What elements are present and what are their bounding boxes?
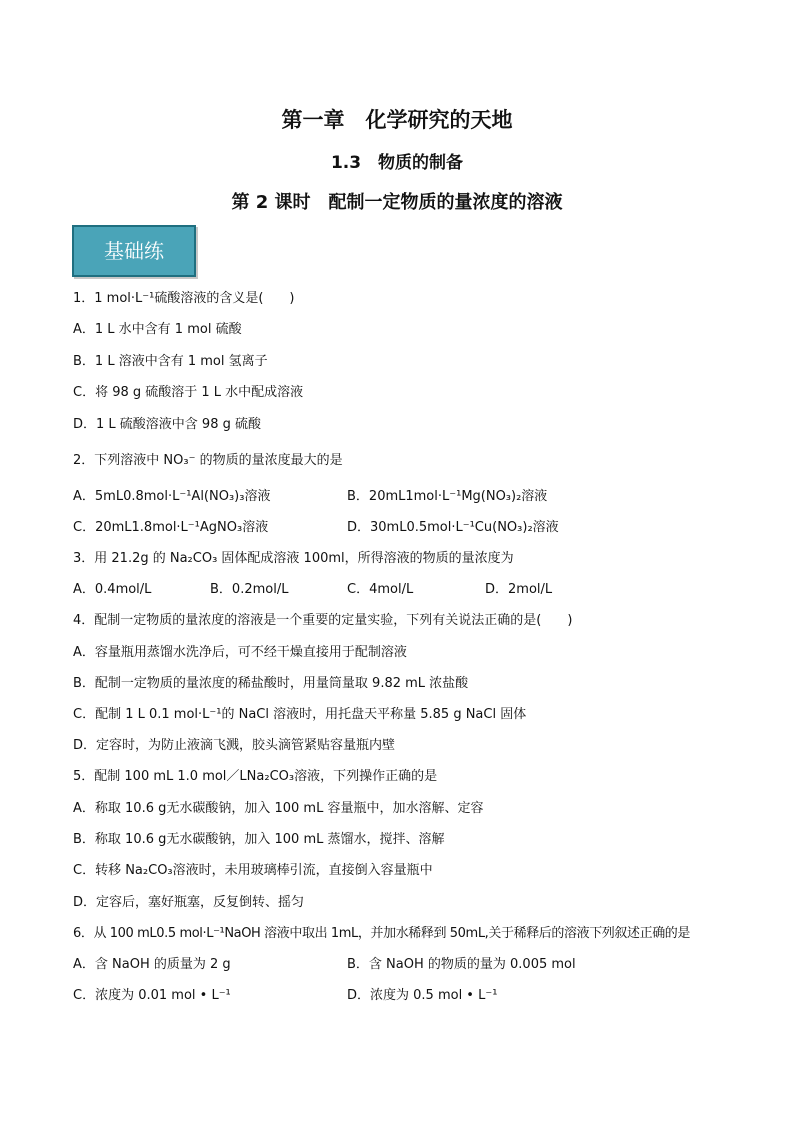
question-6-option-b: B．含 NaOH 的物质的量为 0.005 mol (347, 957, 576, 972)
question-5-option-c: C．转移 Na₂CO₃溶液时，未用玻璃棒引流，直接倒入容量瓶中 (73, 863, 433, 878)
question-3-option-a: A．0.4mol/L (73, 582, 152, 597)
question-1-option-a: A．1 L 水中含有 1 mol 硫酸 (73, 322, 242, 337)
question-4-stem: 4．配制一定物质的量浓度的溶液是一个重要的定量实验，下列有关说法正确的是( ) (73, 613, 573, 628)
question-5-option-a: A．称取 10.6 g无水碳酸钠，加入 100 mL 容量瓶中，加水溶解、定容 (73, 801, 484, 816)
question-6-option-c: C．浓度为 0.01 mol • L⁻¹ (73, 988, 231, 1003)
question-6-option-a: A．含 NaOH 的质量为 2 g (73, 957, 231, 972)
question-1-option-b: B．1 L 溶液中含有 1 mol 氢离子 (73, 354, 268, 369)
question-3-option-c: C．4mol/L (347, 582, 414, 597)
question-2-option-d: D．30mL0.5mol·L⁻¹Cu(NO₃)₂溶液 (347, 520, 559, 535)
question-4-option-a: A．容量瓶用蒸馏水洗净后，可不经干燥直接用于配制溶液 (73, 645, 407, 660)
section-title: 1.3 物质的制备 (330, 153, 464, 173)
question-5-stem: 5．配制 100 mL 1.0 mol／LNa₂CO₃溶液，下列操作正确的是 (73, 769, 438, 784)
question-3-stem: 3．用 21.2g 的 Na₂CO₃ 固体配成溶液 100ml，所得溶液的物质的量浓度为 (73, 551, 514, 566)
question-5-option-d: D．定容后，塞好瓶塞，反复倒转、摇匀 (73, 895, 305, 910)
question-3-option-d: D．2mol/L (485, 582, 553, 597)
question-1-option-d: D．1 L 硫酸溶液中含 98 g 硫酸 (73, 417, 261, 432)
question-2-option-c: C．20mL1.8mol·L⁻¹AgNO₃溶液 (73, 520, 269, 535)
question-5-option-b: B．称取 10.6 g无水碳酸钠，加入 100 mL 蒸馏水，搅拌、溶解 (73, 832, 445, 847)
chapter-title: 第一章 化学研究的天地 (281, 108, 513, 132)
lesson-title: 第 2 课时 配制一定物质的量浓度的溶液 (231, 192, 563, 213)
question-4-option-c: C．配制 1 L 0.1 mol·L⁻¹的 NaCl 溶液时，用托盘天平称量 5.85 g NaCl 固体 (73, 707, 527, 722)
question-6-stem: 6．从 100 mL0.5 mol·L⁻¹NaOH 溶液中取出 1mL，并加水稀释到 50mL,关于稀释后的溶液下列叙述正确的是 (73, 926, 690, 941)
question-3-option-b: B．0.2mol/L (210, 582, 289, 597)
question-2-stem: 2．下列溶液中 NO₃⁻ 的物质的量浓度最大的是 (73, 453, 343, 468)
question-2-option-b: B．20mL1mol·L⁻¹Mg(NO₃)₂溶液 (347, 489, 548, 504)
question-1-stem: 1．1 mol·L⁻¹硫酸溶液的含义是( ) (73, 291, 295, 306)
question-4-option-d: D．定容时，为防止液滴飞溅，胶头滴管紧贴容量瓶内壁 (73, 738, 396, 753)
section-badge: 基础练 (72, 225, 196, 277)
question-1-option-c: C．将 98 g 硫酸溶于 1 L 水中配成溶液 (73, 385, 304, 400)
question-2-option-a: A．5mL0.8mol·L⁻¹Al(NO₃)₃溶液 (73, 489, 271, 504)
question-4-option-b: B．配制一定物质的量浓度的稀盐酸时，用量筒量取 9.82 mL 浓盐酸 (73, 676, 469, 691)
question-6-option-d: D．浓度为 0.5 mol • L⁻¹ (347, 988, 498, 1003)
